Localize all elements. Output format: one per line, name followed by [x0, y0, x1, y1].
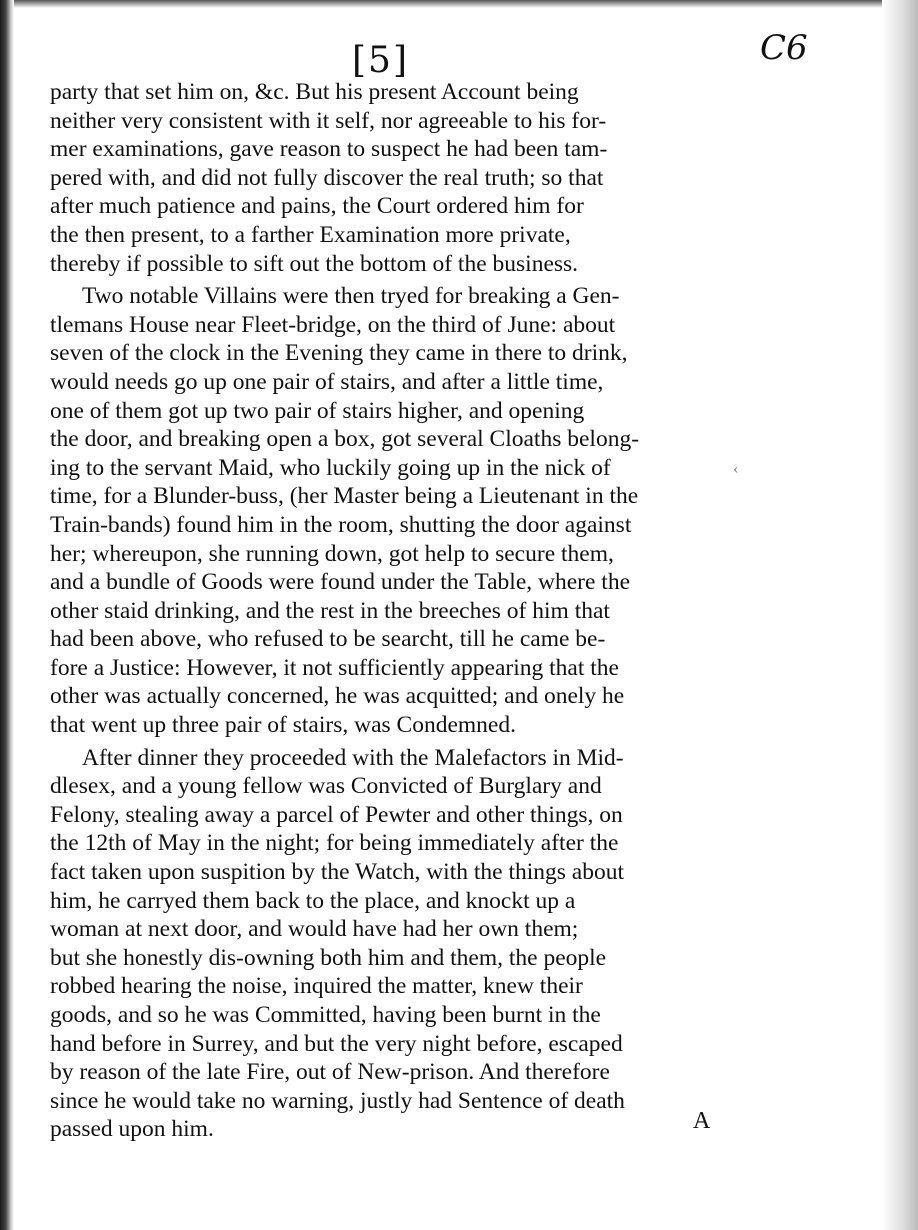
catchword: A	[693, 1108, 711, 1134]
text-line: time, for a Blunder-buss, (her Master being a Lieutenant in the	[50, 483, 639, 510]
folio-mark: C6	[760, 28, 808, 68]
text-line: hand before in Surrey, and but the very night before, escaped	[50, 1030, 623, 1057]
scan-edge-left	[0, 0, 14, 1230]
text-line: one of them got up two pair of stairs higher, and opening	[50, 397, 585, 424]
text-line: him, he carryed them back to the place, and knockt up a	[50, 887, 576, 914]
paragraph	[50, 744, 710, 1144]
text-line: woman at next door, and would have had her own them;	[50, 916, 579, 943]
text-line: After dinner they proceeded with the Malefactors in Mid-	[82, 744, 624, 771]
text-line: Train-bands) found him in the room, shutting the door against	[50, 511, 632, 538]
text-line: pered with, and did not fully discover the real truth; so that	[50, 164, 604, 191]
text-line: seven of the clock in the Evening they came in there to drink,	[50, 340, 628, 367]
paragraph	[50, 78, 710, 278]
text-line: had been above, who refused to be searcht, till he came be-	[50, 626, 606, 653]
text-line: party that set him on, &c. But his present Account being	[50, 79, 579, 105]
scan-edge-right	[882, 0, 918, 1230]
text-line: the door, and breaking open a box, got several Cloaths belong-	[50, 426, 640, 453]
text-line: mer examinations, gave reason to suspect he had been tam-	[50, 136, 608, 163]
text-line: robbed hearing the noise, inquired the matter, knew their	[50, 973, 583, 1000]
stray-mark: ‹	[733, 462, 739, 478]
text-line: thereby if possible to sift out the bottom of the business.	[50, 250, 579, 277]
text-line: passed upon him.	[50, 1116, 214, 1143]
page-number: [5]	[352, 40, 409, 81]
paragraph	[50, 282, 710, 740]
text-line: Felony, stealing away a parcel of Pewter and other things, on	[50, 801, 623, 828]
text-line: that went up three pair of stairs, was Condemned.	[50, 712, 516, 739]
text-line: fore a Justice: However, it not sufficiently appearing that the	[50, 654, 619, 681]
text-line: and a bundle of Goods were found under the Table, where the	[50, 569, 631, 596]
text-line: Two notable Villains were then tryed for breaking a Gen-	[82, 283, 620, 310]
text-line: the 12th of May in the night; for being immediately after the	[50, 830, 619, 857]
text-line: fact taken upon suspition by the Watch, with the things about	[50, 859, 624, 886]
page-body	[50, 78, 710, 1144]
text-line: goods, and so he was Committed, having been burnt in the	[50, 1002, 601, 1028]
text-line: ing to the servant Maid, who luckily going up in the nick of	[50, 454, 611, 481]
text-line: would needs go up one pair of stairs, and after a little time,	[50, 368, 604, 395]
text-line: other staid drinking, and the rest in the breeches of him that	[50, 597, 610, 624]
text-line: dlesex, and a young fellow was Convicted of Burglary and	[50, 773, 602, 800]
text-line: neither very consistent with it self, nor agreeable to his for-	[50, 107, 607, 134]
scan-edge-top	[0, 0, 918, 8]
text-line: the then present, to a farther Examination more private,	[50, 221, 571, 248]
text-line: other was actually concerned, he was acquitted; and onely he	[50, 683, 625, 710]
text-line: her; whereupon, she running down, got help to secure them,	[50, 540, 614, 567]
text-line: tlemans House near Fleet-bridge, on the third of June: about	[50, 311, 616, 338]
text-line: since he would take no warning, justly had Sentence of death	[50, 1087, 625, 1114]
text-line: by reason of the late Fire, out of New-prison. And therefore	[50, 1059, 610, 1086]
text-line: after much patience and pains, the Court ordered him for	[50, 193, 584, 220]
text-line: but she honestly dis-owning both him and them, the people	[50, 944, 607, 971]
